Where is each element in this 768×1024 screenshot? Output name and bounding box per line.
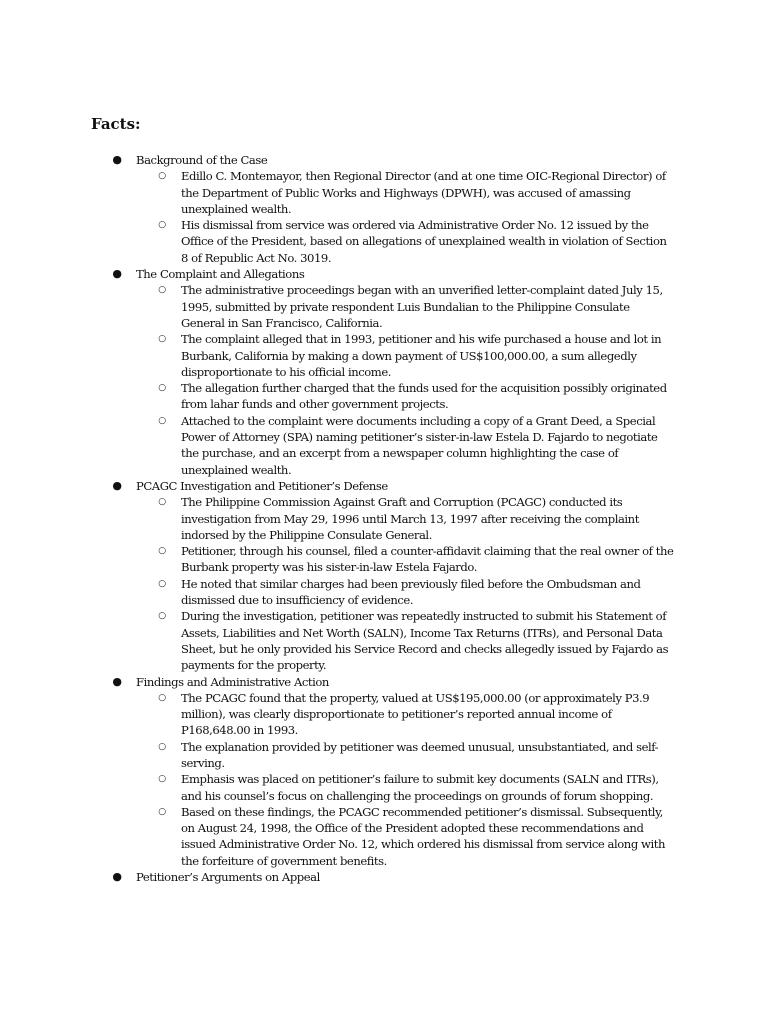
section-title	[0, 152, 768, 168]
section-title	[0, 266, 768, 282]
list-item-text: Attached to the complaint were documents including a copy of a Grant Deed, a Special Power of Attorney (SPA) naming petitioner’s sister-in-law Estela D. Fajardo to negotiate the purchase, and an excerpt from a newspaper column highlighting the case of unexplained wealth.	[181, 413, 658, 477]
list-item	[0, 331, 676, 380]
list-item	[0, 413, 676, 478]
section-items	[0, 282, 768, 478]
list-item	[0, 608, 676, 673]
bullet-icon: ●	[112, 870, 122, 884]
bullet-icon: ●	[112, 478, 122, 492]
hollow-bullet-icon: ○	[158, 415, 166, 426]
list-item	[0, 771, 676, 804]
list-item-text: The allegation further charged that the funds used for the acquisition possibly originated from lahar funds and other government projects.	[181, 381, 667, 412]
hollow-bullet-icon: ○	[158, 774, 166, 785]
section-title-text: The Complaint and Allegations	[136, 267, 305, 282]
outline-section	[0, 266, 768, 478]
outline-section	[0, 478, 768, 674]
list-item	[0, 217, 676, 266]
hollow-bullet-icon: ○	[158, 383, 166, 394]
hollow-bullet-icon: ○	[158, 611, 166, 622]
list-item-text: The PCAGC found that the property, valued at US$195,000.00 (or approximately P3.9 million), was clearly disproportionate to petitioner’s reported annual income of P168,648.00 in 1993.	[181, 690, 650, 738]
list-item-text: Edillo C. Montemayor, then Regional Director (and at one time OIC-Regional Director) of the Department of Public Works and Highways (DPWH), was accused of amassing unexplained wealth.	[181, 169, 666, 216]
list-item-text: During the investigation, petitioner was repeatedly instructed to submit his Statement of Assets, Liabilities and Net Worth (SALN), Income Tax Returns (ITRs), and Personal Data Sheet, but he only provided his Service Record and checks allegedly issued by Fajardo as payments for the property.	[181, 609, 669, 673]
bullet-icon: ●	[112, 153, 122, 166]
list-item	[0, 576, 676, 609]
section-items	[0, 168, 768, 266]
list-item	[0, 494, 676, 543]
hollow-bullet-icon: ○	[158, 334, 166, 345]
hollow-bullet-icon: ○	[158, 171, 166, 182]
section-title	[0, 869, 768, 885]
bullet-icon: ●	[112, 267, 122, 281]
section-title	[0, 674, 768, 690]
hollow-bullet-icon: ○	[158, 497, 166, 508]
section-title-text: Petitioner’s Arguments on Appeal	[136, 870, 320, 885]
hollow-bullet-icon: ○	[158, 546, 166, 557]
list-item	[0, 739, 676, 772]
list-item	[0, 380, 676, 413]
list-item-text: The complaint alleged that in 1993, petitioner and his wife purchased a house and lot in Burbank, California by making a down payment of US$100,000.00, a sum allegedly disproportionate to his official income.	[181, 332, 662, 379]
facts-heading: Facts:	[91, 115, 141, 133]
outline-section	[0, 152, 768, 266]
facts-outline	[0, 152, 768, 885]
hollow-bullet-icon: ○	[158, 806, 166, 817]
list-item	[0, 282, 676, 331]
list-item-text: His dismissal from service was ordered via Administrative Order No. 12 issued by the Office of the President, based on allegations of unexplained wealth in violation of Section 8 of Republic Act No. 3019.	[181, 218, 667, 265]
section-title	[0, 478, 768, 494]
hollow-bullet-icon: ○	[158, 692, 166, 703]
hollow-bullet-icon: ○	[158, 578, 166, 589]
section-title-text: PCAGC Investigation and Petitioner’s Defense	[136, 478, 388, 493]
list-item-text: Emphasis was placed on petitioner’s failure to submit key documents (SALN and ITRs), and his counsel’s focus on challenging the proceedings on grounds of forum shopping.	[181, 772, 659, 803]
list-item-text: The explanation provided by petitioner was deemed unusual, unsubstantiated, and self-serving.	[181, 739, 659, 770]
list-item-text: Based on these findings, the PCAGC recommended petitioner’s dismissal. Subsequently, on August 24, 1998, the Office of the President adopted these recommendations and issued Administrative Order No. 12, which ordered his dismissal from service along with the forfeiture of government benefits.	[181, 804, 665, 868]
hollow-bullet-icon: ○	[158, 741, 166, 752]
list-item-text: Petitioner, through his counsel, filed a counter-affidavit claiming that the real owner of the Burbank property was his sister-in-law Estela Fajardo.	[181, 544, 674, 575]
list-item	[0, 690, 676, 739]
list-item	[0, 168, 676, 217]
section-items	[0, 494, 768, 673]
hollow-bullet-icon: ○	[158, 220, 166, 231]
section-title-text: Findings and Administrative Action	[136, 674, 329, 689]
outline-section	[0, 869, 768, 885]
list-item-text: He noted that similar charges had been previously filed before the Ombudsman and dismissed due to insufficiency of evidence.	[181, 576, 641, 608]
bullet-icon: ●	[112, 674, 122, 688]
outline-section	[0, 674, 768, 870]
list-item-text: The administrative proceedings began with an unverified letter-complaint dated July 15, 1995, submitted by private respondent Luis Bundalian to the Philippine Consulate General in San Francisco, California.	[181, 283, 663, 330]
list-item	[0, 543, 676, 576]
list-item-text: The Philippine Commission Against Graft and Corruption (PCAGC) conducted its investigation from May 29, 1996 until March 13, 1997 after receiving the complaint indorsed by the Philippine Consulate General.	[181, 495, 639, 542]
section-items	[0, 690, 768, 869]
list-item	[0, 804, 676, 869]
hollow-bullet-icon: ○	[158, 285, 166, 296]
section-title-text: Background of the Case	[136, 153, 268, 167]
